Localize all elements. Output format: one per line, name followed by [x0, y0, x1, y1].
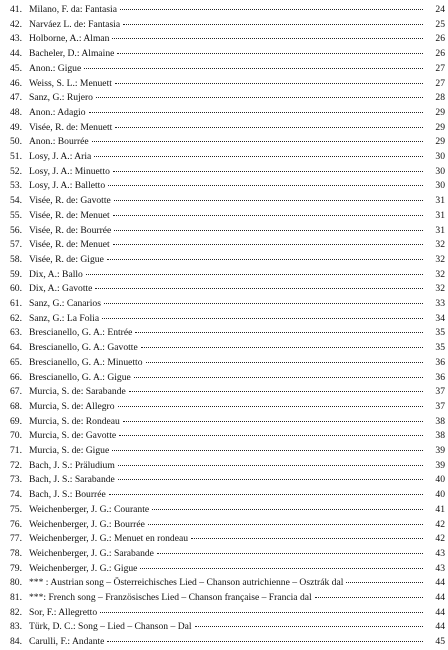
entry-title: Weiss, S. L.: Menuett [29, 77, 112, 89]
entry-page-number: 32 [435, 283, 445, 295]
toc-entry [0, 32, 448, 46]
toc-entry [0, 415, 448, 429]
toc-entry [0, 47, 448, 61]
entry-number: 73. [10, 474, 22, 486]
entry-number: 41. [10, 4, 22, 15]
entry-title: Visée, R. de: Gigue [29, 253, 104, 265]
entry-page-number: 39 [435, 445, 445, 456]
entry-number: 57. [10, 239, 22, 251]
dot-leader [112, 449, 423, 451]
toc-entry [0, 429, 448, 443]
entry-number: 79. [10, 562, 22, 574]
entry-number: 50. [10, 136, 22, 148]
entry-page-number: 32 [435, 239, 445, 251]
dot-leader [140, 567, 423, 569]
dot-leader [92, 140, 423, 142]
toc-entry [0, 620, 448, 634]
entry-page-number: 37 [435, 386, 445, 398]
entry-page-number: 31 [435, 224, 445, 236]
dot-leader [346, 581, 423, 583]
entry-number: 63. [10, 327, 22, 339]
toc-entry [0, 444, 448, 458]
toc-entry [0, 106, 448, 120]
entry-page-number: 32 [435, 253, 445, 265]
dot-leader [117, 52, 423, 54]
entry-number: 54. [10, 195, 22, 207]
entry-title: Murcia, S. de: Gigue [29, 445, 110, 456]
entry-title: Visée, R. de: Menuet [29, 209, 110, 221]
toc-entry [0, 194, 448, 208]
entry-page-number: 26 [435, 48, 445, 60]
entry-number: 52. [10, 165, 22, 177]
toc-entry [0, 253, 448, 267]
entry-number: 69. [10, 415, 22, 427]
entry-number: 83. [10, 621, 22, 633]
dot-leader [141, 346, 423, 348]
dot-leader [112, 37, 423, 39]
entry-number: 77. [10, 533, 22, 545]
toc-entry [0, 547, 448, 561]
dot-leader [113, 243, 423, 245]
toc-entry [0, 341, 448, 355]
entry-page-number: 34 [435, 312, 445, 324]
entry-title: Anon.: Gigue [29, 62, 82, 74]
entry-number: 60. [10, 283, 22, 295]
entry-title: Sanz, G.: La Folia [29, 312, 100, 324]
entry-page-number: 24 [435, 4, 445, 15]
dot-leader [113, 170, 423, 172]
entry-number: 74. [10, 489, 22, 501]
dot-leader [113, 214, 423, 216]
dot-leader [94, 155, 423, 157]
entry-title: Visée, R. de: Bourrée [29, 224, 112, 236]
dot-leader [152, 508, 423, 510]
entry-title: Holborne, A.: Alman [29, 33, 110, 45]
dot-leader [115, 82, 423, 84]
toc-entry [0, 356, 448, 370]
entry-page-number: 29 [435, 106, 445, 118]
entry-page-number: 39 [435, 459, 445, 471]
entry-page-number: 30 [435, 180, 445, 192]
entry-title: Dix, A.: Gavotte [29, 283, 93, 295]
toc-entry [0, 635, 448, 649]
dot-leader [89, 111, 424, 113]
toc-entry [0, 224, 448, 238]
toc-entry [0, 62, 448, 76]
entry-page-number: 35 [435, 342, 445, 354]
entry-page-number: 44 [435, 606, 445, 618]
entry-number: 78. [10, 547, 22, 559]
toc-entry [0, 77, 448, 91]
entry-title: Carulli, F.: Andante [29, 636, 105, 648]
entry-title: Bach, J. S.: Präludium [29, 459, 115, 471]
entry-page-number: 44 [435, 592, 445, 603]
dot-leader [134, 376, 423, 378]
entry-title: Weichenberger, J. G.: Courante [29, 503, 150, 515]
entry-page-number: 26 [435, 33, 445, 45]
entry-page-number: 33 [435, 298, 445, 309]
toc-entry [0, 3, 448, 17]
dot-leader [315, 596, 423, 598]
entry-page-number: 41 [435, 503, 445, 515]
entry-number: 80. [10, 577, 22, 589]
dot-leader [118, 478, 423, 480]
entry-number: 59. [10, 268, 22, 280]
entry-page-number: 44 [435, 577, 445, 589]
dot-leader [102, 317, 423, 319]
entry-page-number: 38 [435, 415, 445, 427]
toc-entry [0, 312, 448, 326]
toc-entry [0, 576, 448, 590]
dot-leader [86, 273, 423, 275]
entry-page-number: 42 [435, 518, 445, 530]
entry-page-number: 27 [435, 77, 445, 89]
dot-leader [109, 493, 423, 495]
entry-page-number: 44 [435, 621, 445, 633]
entry-number: 56. [10, 224, 22, 236]
entry-number: 67. [10, 386, 22, 398]
toc-entry [0, 268, 448, 282]
dot-leader [118, 405, 423, 407]
toc-entry [0, 150, 448, 164]
dot-leader [118, 464, 423, 466]
toc-entry [0, 591, 448, 605]
entry-page-number: 27 [435, 62, 445, 74]
entry-number: 61. [10, 298, 22, 309]
entry-title: Sanz, G.: Canarios [29, 298, 101, 309]
entry-page-number: 29 [435, 136, 445, 148]
entry-title: Bach, J. S.: Bourrée [29, 489, 106, 501]
entry-number: 43. [10, 33, 22, 45]
entry-title: Murcia, S. de: Rondeau [29, 415, 120, 427]
dot-leader [96, 96, 423, 98]
entry-title: ***: French song – Französisches Lied – Chanson française – Francia dal [29, 592, 312, 603]
dot-leader [107, 258, 423, 260]
entry-number: 68. [10, 400, 22, 412]
toc-entry [0, 606, 448, 620]
entry-title: Weichenberger, J. G.: Bourrée [29, 518, 145, 530]
entry-title: Brescianello, G. A.: Minuetto [29, 356, 143, 368]
toc-entry [0, 121, 448, 135]
toc-entry [0, 209, 448, 223]
entry-title: Visée, R. de: Menuet [29, 239, 110, 251]
entry-title: Dix, A.: Ballo [29, 268, 83, 280]
entry-number: 72. [10, 459, 22, 471]
toc-entry [0, 518, 448, 532]
entry-title: Bacheler, D.: Almaine [29, 48, 115, 60]
entry-page-number: 42 [435, 533, 445, 545]
dot-leader [100, 611, 423, 613]
toc-entry [0, 179, 448, 193]
dot-leader [195, 625, 423, 627]
dot-leader [114, 229, 423, 231]
dot-leader [123, 23, 423, 25]
entry-title: Murcia, S. de: Allegro [29, 400, 115, 412]
entry-page-number: 30 [435, 165, 445, 177]
toc-entry [0, 473, 448, 487]
entry-number: 62. [10, 312, 22, 324]
dot-leader [135, 331, 423, 333]
dot-leader [95, 287, 423, 289]
entry-number: 81. [10, 592, 22, 603]
entry-title: Murcia, S. de: Gavotte [29, 430, 117, 442]
entry-title: Losy, J. A.: Aria [29, 151, 92, 162]
entry-page-number: 31 [435, 195, 445, 207]
entry-page-number: 29 [435, 121, 445, 133]
entry-number: 55. [10, 209, 22, 221]
toc-entry [0, 326, 448, 340]
entry-page-number: 25 [435, 18, 445, 30]
entry-number: 84. [10, 636, 22, 648]
entry-number: 75. [10, 503, 22, 515]
entry-number: 58. [10, 253, 22, 265]
dot-leader [104, 302, 423, 304]
entry-number: 70. [10, 430, 22, 442]
entry-number: 82. [10, 606, 22, 618]
dot-leader [119, 434, 423, 436]
toc-entry [0, 459, 448, 473]
toc-entry [0, 282, 448, 296]
dot-leader [129, 390, 423, 392]
dot-leader [120, 8, 423, 10]
entry-title: Losy, J. A.: Minuetto [29, 165, 110, 177]
entry-page-number: 32 [435, 268, 445, 280]
entry-title: Visée, R. de: Menuett [29, 121, 113, 133]
entry-title: Narváez L. de: Fantasia [29, 18, 121, 30]
entry-page-number: 43 [435, 547, 445, 559]
entry-page-number: 31 [435, 209, 445, 221]
entry-title: Sor, F.: Allegretto [29, 606, 98, 618]
entry-title: *** : Austrian song – Österreichisches Lied – Chanson autrichienne – Osztrák dal [29, 577, 344, 589]
entry-page-number: 36 [435, 371, 445, 383]
entry-number: 65. [10, 356, 22, 368]
toc-entry [0, 532, 448, 546]
entry-page-number: 38 [435, 430, 445, 442]
dot-leader [107, 640, 423, 642]
dot-leader [157, 552, 423, 554]
dot-leader [123, 420, 423, 422]
toc-entry [0, 91, 448, 105]
entry-title: Brescianello, G. A.: Gavotte [29, 342, 138, 354]
toc-entry [0, 503, 448, 517]
entry-number: 45. [10, 62, 22, 74]
entry-number: 48. [10, 106, 22, 118]
entry-number: 42. [10, 18, 22, 30]
entry-title: Bach, J. S.: Sarabande [29, 474, 115, 486]
entry-number: 71. [10, 445, 22, 456]
toc-entry [0, 238, 448, 252]
entry-number: 53. [10, 180, 22, 192]
dot-leader [146, 361, 423, 363]
toc-entry [0, 562, 448, 576]
entry-title: Weichenberger, J. G.: Gigue [29, 562, 138, 574]
entry-title: Visée, R. de: Gavotte [29, 195, 111, 207]
entry-page-number: 35 [435, 327, 445, 339]
entry-page-number: 45 [435, 636, 445, 648]
toc-entry [0, 488, 448, 502]
entry-number: 51. [10, 151, 22, 162]
toc-entry [0, 385, 448, 399]
toc-entry [0, 400, 448, 414]
dot-leader [108, 184, 423, 186]
entry-page-number: 40 [435, 474, 445, 486]
entry-number: 47. [10, 92, 22, 104]
entry-title: Anon.: Adagio [29, 106, 86, 118]
dot-leader [115, 126, 423, 128]
entry-title: Murcia, S. de: Sarabande [29, 386, 126, 398]
toc-entry [0, 371, 448, 385]
entry-number: 44. [10, 48, 22, 60]
entry-number: 46. [10, 77, 22, 89]
entry-title: Anon.: Bourrée [29, 136, 89, 148]
entry-page-number: 40 [435, 489, 445, 501]
entry-title: Losy, J. A.: Balletto [29, 180, 106, 192]
toc-entry [0, 297, 448, 311]
dot-leader [114, 199, 423, 201]
toc-entry [0, 18, 448, 32]
entry-number: 49. [10, 121, 22, 133]
dot-leader [84, 67, 423, 69]
entry-title: Weichenberger, J. G.: Sarabande [29, 547, 154, 559]
entry-page-number: 37 [435, 400, 445, 412]
entry-title: Weichenberger, J. G.: Menuet en rondeau [29, 533, 189, 545]
entry-number: 64. [10, 342, 22, 354]
entry-page-number: 43 [435, 562, 445, 574]
entry-title: Brescianello, G. A.: Entrée [29, 327, 133, 339]
entry-title: Türk, D. C.: Song – Lied – Chanson – Dal [29, 621, 192, 633]
entry-page-number: 36 [435, 356, 445, 368]
toc-entry [0, 135, 448, 149]
toc-entry [0, 165, 448, 179]
dot-leader [191, 537, 423, 539]
entry-number: 76. [10, 518, 22, 530]
entry-page-number: 28 [435, 92, 445, 104]
dot-leader [148, 523, 423, 525]
entry-title: Brescianello, G. A.: Gigue [29, 371, 131, 383]
entry-title: Milano, F. da: Fantasia [29, 4, 117, 15]
entry-title: Sanz, G.: Rujero [29, 92, 93, 104]
entry-number: 66. [10, 371, 22, 383]
entry-page-number: 30 [435, 151, 445, 162]
